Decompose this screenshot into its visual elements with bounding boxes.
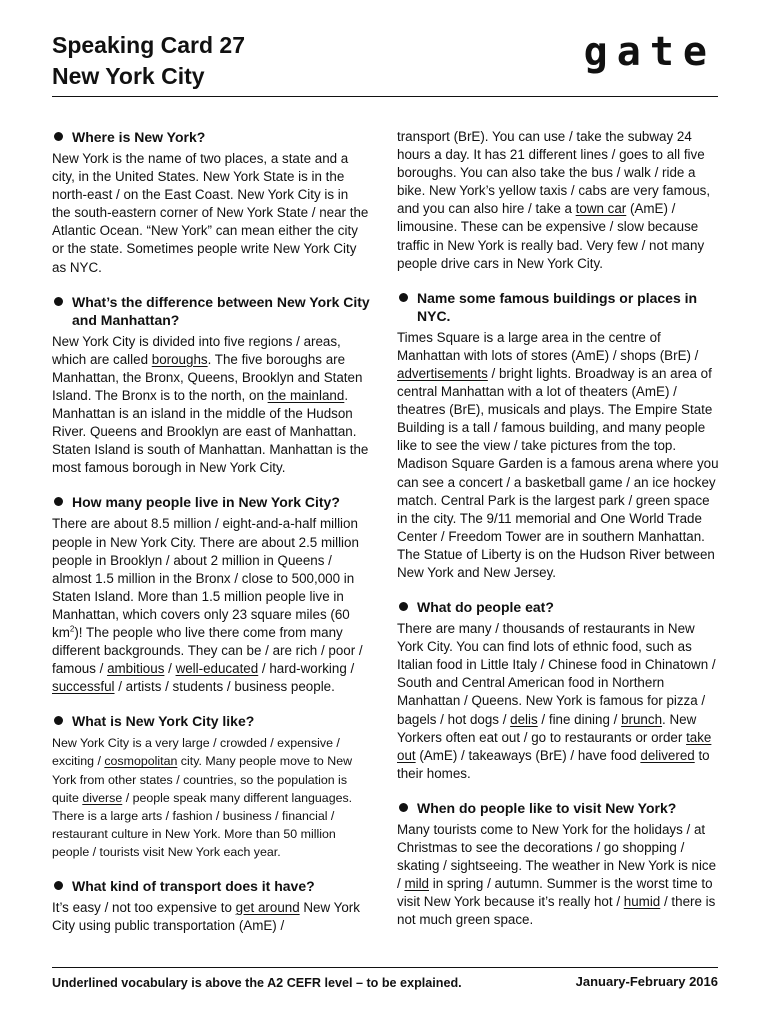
question-text: Where is New York? bbox=[72, 129, 206, 145]
question-where-is-new-york bbox=[52, 128, 370, 146]
question-when-to-visit bbox=[397, 799, 719, 817]
answer-text: in spring / autumn. Summer is the worst time to visit New York because it’s really hot / bbox=[397, 876, 713, 910]
answer-paragraph bbox=[52, 333, 370, 478]
footer-date: January-February 2016 bbox=[575, 974, 718, 989]
answer-text: / bbox=[164, 661, 176, 677]
question-text: What’s the difference between New York City and Manhattan? bbox=[72, 293, 370, 328]
bullet-icon bbox=[399, 803, 408, 812]
answer-paragraph bbox=[397, 329, 719, 582]
vocabulary-word: mild bbox=[404, 876, 430, 892]
answer-text: Times Square is a large area in the centre of Manhattan with lots of stores (AmE) / shops (BrE) / bbox=[397, 329, 699, 363]
answer-text: city. Many people move to New York from other states / countries, so the population is quite bbox=[52, 754, 353, 805]
question-transport bbox=[52, 877, 370, 895]
card-title: Speaking Card 27 bbox=[52, 32, 246, 58]
question-text: What do people eat? bbox=[417, 599, 554, 616]
vocabulary-word: successful bbox=[52, 679, 115, 695]
vocabulary-word: diverse bbox=[82, 790, 123, 805]
vocabulary-word: boroughs bbox=[151, 351, 208, 367]
answer-text: There are about 8.5 million / eight-and-a-half million people in New York City. There are about 2.5 million people in Brooklyn / about 2 million in Queens / almost 1.5 million in the Bronx / close to 500,000 in Staten Island. More than 1.5 million people live in Manhattan, which covers only 23 square miles (60 km bbox=[52, 516, 359, 640]
question-text: How many people live in New York City? bbox=[72, 494, 340, 511]
answer-text: (AmE) / limousine. These can be expensive / slow because traffic in New York is really bad. Very few / not many people drive cars in New York City. bbox=[397, 201, 705, 271]
gate-logo: gate bbox=[583, 29, 716, 75]
question-food bbox=[397, 598, 719, 616]
card-footer bbox=[52, 967, 718, 1008]
left-column bbox=[52, 128, 370, 951]
vocabulary-word: get around bbox=[235, 900, 300, 915]
card-topic: New York City bbox=[52, 63, 205, 89]
answer-text: / bright lights. Broadway is an area of central Manhattan with a lot of theaters (AmE) / theatres (BrE), musicals and plays. The Empire State Building is a tall / famous building, and many people like to see the view / take pictures from the top. Madison Square Garden is a famous arena where you can see a concert / a basketball game / an ice hockey match. Central Park is the largest park / green space in the city. The 9/11 memorial and One World Trade Center / Freedom Tower are in southern Manhattan. The Statue of Liberty is on the Hudson River between New York and New Jersey. bbox=[397, 365, 719, 580]
answer-text: (AmE) / takeaways (BrE) / have food bbox=[415, 747, 641, 763]
answer-text: / people speak many different languages. There is a large arts / fashion / business / financial / restaurant culture in New York. More than 50 million people / tourists visit New York each year. bbox=[52, 790, 353, 859]
answer-text: )! The people who live there come from many different backgrounds. They can be / are rich / poor / famous / bbox=[52, 624, 363, 677]
answer-text: There are many / thousands of restaurants in New York City. You can find lots of ethnic food, such as Italian food in Little Italy / Chinese food in Chinatown / South and Central American food in Northern Manhattan / Queens. New York is famous for pizza / bagels / hot dogs / bbox=[397, 621, 716, 727]
answer-text: to their homes. bbox=[397, 747, 710, 781]
bullet-icon bbox=[54, 881, 63, 890]
bullet-icon bbox=[54, 716, 63, 725]
answer-text: . New Yorkers often eat out / go to restaurants or order bbox=[397, 711, 697, 745]
answer-paragraph bbox=[397, 821, 719, 930]
bullet-icon bbox=[54, 297, 63, 306]
question-nyc-vs-manhattan bbox=[52, 293, 370, 329]
bullet-icon bbox=[399, 293, 408, 302]
bullet-icon bbox=[399, 602, 408, 611]
footer-note: Underlined vocabulary is above the A2 CEFR level – to be explained. bbox=[52, 976, 462, 990]
answer-text: It’s easy / not too expensive to bbox=[52, 900, 236, 915]
question-text: What kind of transport does it have? bbox=[72, 878, 315, 894]
question-what-is-nyc-like bbox=[52, 712, 370, 730]
bullet-icon bbox=[54, 132, 63, 141]
answer-text: New York City using public transportation (AmE) / bbox=[52, 900, 360, 934]
answer-text: / there is not much green space. bbox=[397, 894, 716, 928]
answer-text: New York City is a very large / crowded / expensive / exciting / bbox=[52, 736, 340, 769]
answer-paragraph bbox=[52, 515, 370, 696]
question-text: When do people like to visit New York? bbox=[417, 799, 677, 816]
vocabulary-word: humid bbox=[623, 894, 661, 910]
vocabulary-word: town car bbox=[575, 201, 627, 217]
question-text: What is New York City like? bbox=[72, 713, 255, 730]
answer-paragraph-continued bbox=[397, 128, 719, 273]
vocabulary-word: delivered bbox=[640, 747, 695, 763]
answer-paragraph bbox=[52, 899, 370, 935]
right-column bbox=[397, 128, 719, 945]
vocabulary-word: cosmopolitan bbox=[104, 754, 178, 769]
question-population bbox=[52, 493, 370, 511]
answer-paragraph bbox=[397, 620, 719, 783]
vocabulary-word: the mainland bbox=[267, 387, 345, 403]
question-famous-places bbox=[397, 289, 719, 325]
answer-text: transport (BrE). You can use / take the subway 24 hours a day. It has 21 different lines / goes to all five boroughs. You can also take the bus / walk / ride a bike. New York’s yellow taxis / cabs are very famous, and you can also hire / take a bbox=[397, 129, 711, 217]
vocabulary-word: ambitious bbox=[107, 661, 165, 677]
answer-text: / hard-working / bbox=[258, 661, 355, 677]
superscript: 2 bbox=[69, 624, 75, 634]
answer-text: . The five boroughs are Manhattan, the Bronx, Queens, Brooklyn and Staten Island. The Bronx is to the north, on bbox=[52, 351, 363, 403]
vocabulary-word: brunch bbox=[621, 711, 663, 727]
bullet-icon bbox=[54, 497, 63, 506]
answer-text: / fine dining / bbox=[537, 711, 622, 727]
vocabulary-word: take out bbox=[397, 729, 712, 763]
answer-text: New York City is divided into five regions / areas, which are called bbox=[52, 333, 341, 367]
answer-text: / artists / students / business people. bbox=[114, 679, 335, 695]
answer-text: New York is the name of two places, a state and a city, in the United States. New York State is in the north-east / on the East Coast. New York City is in the south-eastern corner of New York State / near the Atlantic Ocean. “New York” can mean either the city or the state. Sometimes people write New York City as NYC. bbox=[52, 151, 369, 275]
answer-text: Many tourists come to New York for the holidays / at Christmas to see the decorations / go shopping / skating / sightseeing. The weather in New York is nice / bbox=[397, 821, 717, 892]
answer-text: . Manhattan is an island in the middle of the Hudson River. Queens and Brooklyn are east of Manhattan. Staten Island is south of Manhattan. Manhattan is the most famous borough in New York City. bbox=[52, 387, 369, 476]
vocabulary-word: well-educated bbox=[175, 661, 259, 677]
vocabulary-word: delis bbox=[510, 711, 538, 727]
answer-paragraph bbox=[52, 734, 370, 861]
question-text: Name some famous buildings or places in NYC. bbox=[417, 289, 698, 324]
vocabulary-word: advertisements bbox=[397, 365, 488, 381]
card-header bbox=[52, 30, 718, 97]
answer-paragraph bbox=[52, 150, 370, 277]
